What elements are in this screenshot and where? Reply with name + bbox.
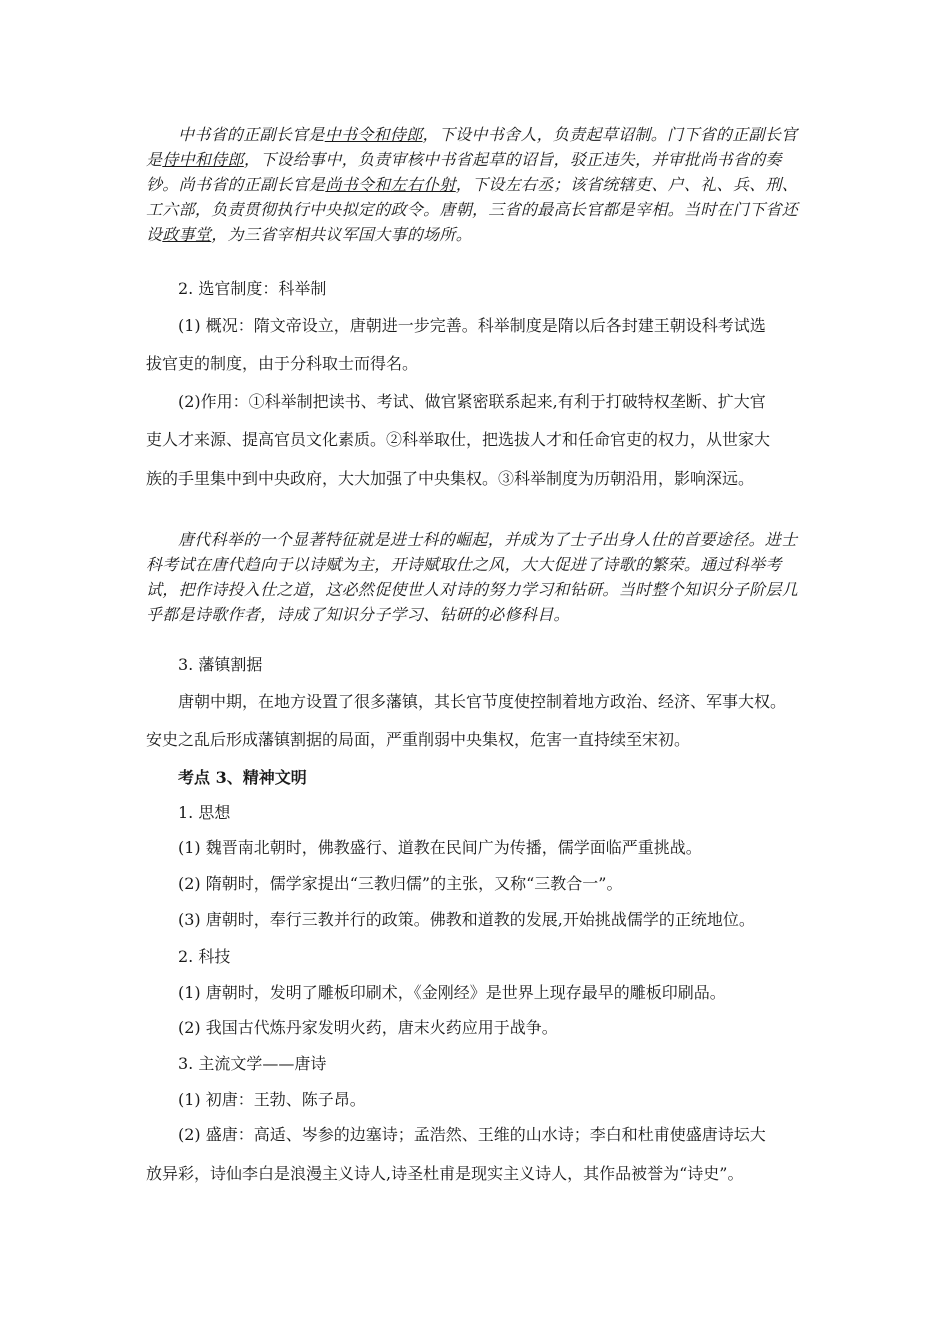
list-item: (2) 盛唐：高适、岑参的边塞诗；孟浩然、王维的山水诗；李白和杜甫使盛唐诗坛大 [178, 1125, 766, 1144]
paragraph-line: 唐朝中期，在地方设置了很多藩镇，其长官节度使控制着地方政治、经济、军事大权。 [178, 692, 787, 711]
subheading-literature: 3. 主流文学——唐诗 [178, 1054, 327, 1073]
note-text: 中书省的正副长官是 [178, 125, 325, 144]
note-text: ，下设给事中，负责审核中书省起草的诏旨，驳正违失，并审批尚书省的奏钞。尚书省的正副长官是 [146, 150, 782, 194]
underlined-term: 尚书令和左右仆射 [325, 175, 456, 194]
underlined-term: 侍中和侍郎 [162, 150, 244, 169]
paragraph-line: (2)作用：①科举制把读书、考试、做官紧密联系起来,有利于打破特权垄断、扩大官 [178, 392, 766, 411]
exam-point-heading: 考点 3、精神文明 [178, 768, 307, 787]
list-item: (2) 我国古代炼丹家发明火药，唐末火药应用于战争。 [178, 1018, 558, 1037]
note-text: ，下设左右丞；该省统辖吏、户、礼、兵、刑、工六部，负责贯彻执行中央拟定的政令。唐朝，三省的最高长官都是宰相。当时在门下省还设 [146, 175, 799, 244]
paragraph-line: 放异彩，诗仙李白是浪漫主义诗人,诗圣杜甫是现实主义诗人，其作品被誉为“诗史”。 [146, 1164, 744, 1183]
list-item: (2) 隋朝时，儒学家提出“三教归儒”的主张，又称“三教合一”。 [178, 874, 623, 893]
paragraph-line: (1) 概况：隋文帝设立，唐朝进一步完善。科举制度是隋以后各封建王朝设科考试选 [178, 316, 766, 335]
list-item: (1) 初唐：王勃、陈子昂。 [178, 1090, 366, 1109]
paragraph-line: 吏人才来源、提高官员文化素质。②科举取仕，把选拔人才和任命官吏的权力，从世家大 [146, 430, 771, 449]
subheading-thought: 1. 思想 [178, 803, 231, 822]
paragraph-line: 族的手里集中到中央政府，大大加强了中央集权。③科举制度为历朝沿用，影响深远。 [146, 469, 755, 488]
note-three-departments [146, 122, 810, 247]
underlined-term: 中书令和侍郎 [324, 125, 423, 144]
list-item: (1) 魏晋南北朝时，佛教盛行、道教在民间广为传播，儒学面临严重挑战。 [178, 838, 702, 857]
section-heading-fanzhen: 3. 藩镇割据 [178, 655, 263, 674]
note-text: ，为三省宰相共议军国大事的场所。 [211, 225, 473, 244]
list-item: (1) 唐朝时，发明了雕板印刷术，《金刚经》是世界上现存最早的雕板印刷品。 [178, 983, 726, 1002]
paragraph-line: 安史之乱后形成藩镇割据的局面，严重削弱中央集权，危害一直持续至宋初。 [146, 730, 691, 749]
list-item: (3) 唐朝时，奉行三教并行的政策。佛教和道教的发展,开始挑战儒学的正统地位。 [178, 910, 755, 929]
underlined-term: 政事堂 [162, 225, 212, 244]
subheading-tech: 2. 科技 [178, 947, 231, 966]
paragraph-line: 拔官吏的制度，由于分科取士而得名。 [146, 354, 419, 373]
section-heading-keju: 2. 选官制度：科举制 [178, 279, 327, 298]
note-text: ，下设中书舍人，负责起草诏制。门下省的正副长官是 [146, 125, 798, 169]
note-keju-poetry: 唐代科举的一个显著特征就是进士科的崛起，并成为了士子出身人仕的首要途径。进士科考试在唐代趋向于以诗赋为主，开诗赋取仕之风，大大促进了诗歌的繁荣。通过科举考试，把作诗投入仕之道，这必然促使世人对诗的努力学习和钻研。当时整个知识分子阶层几乎都是诗歌作者，诗成了知识分子学习、钻研的必修科目。 [146, 530, 799, 624]
